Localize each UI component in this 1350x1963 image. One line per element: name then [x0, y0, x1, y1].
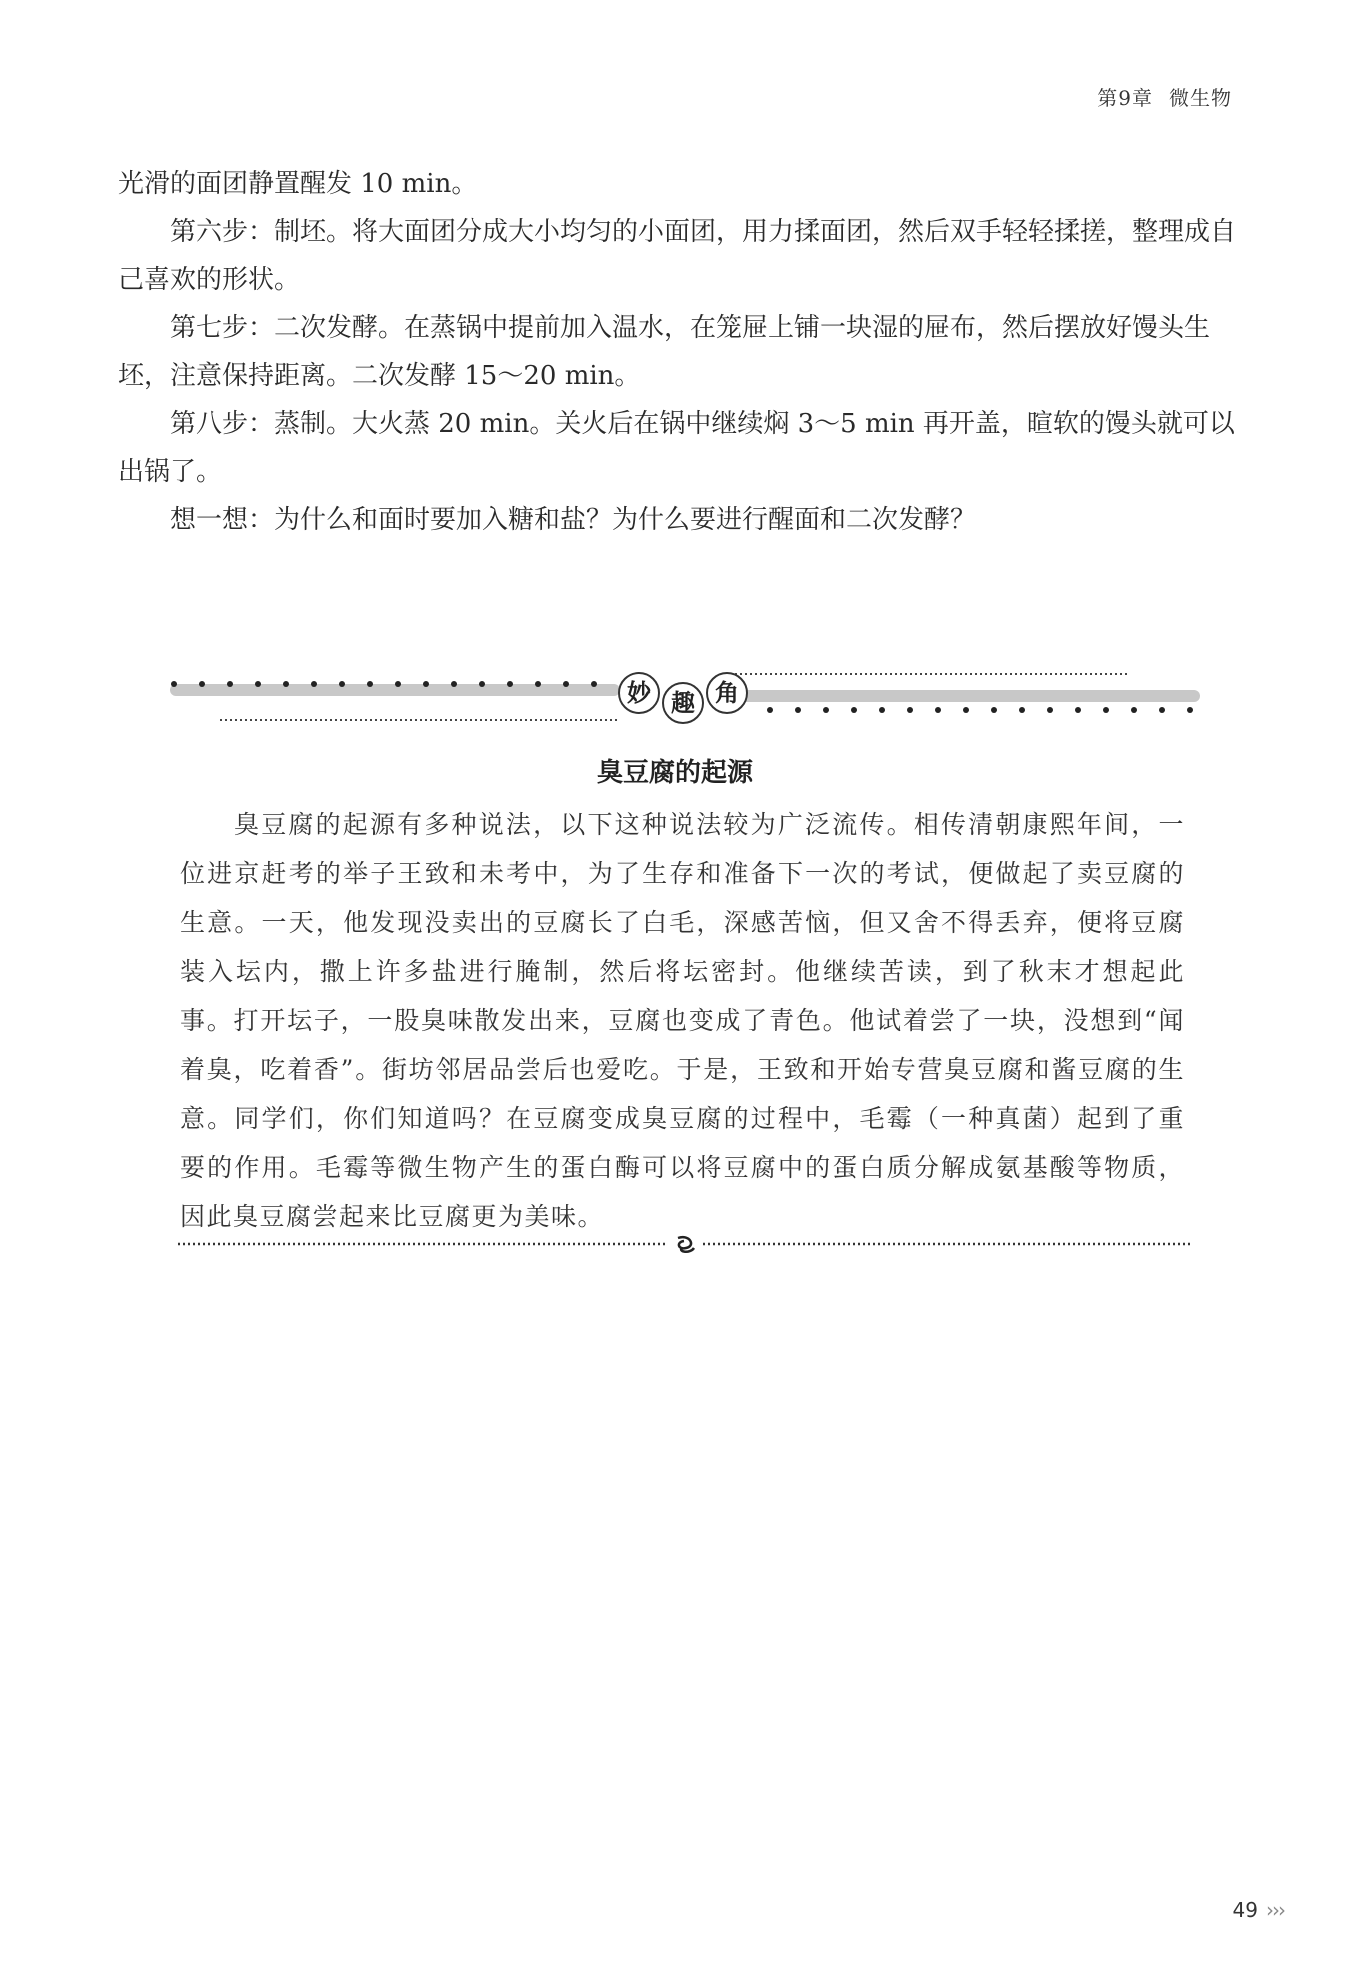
box-title: 臭豆腐的起源 [596, 758, 753, 788]
chapter-title: 微生物 [1169, 86, 1232, 110]
page-number [1233, 1898, 1284, 1922]
paragraph: 光滑的面团静置醒发 10 min。 [118, 169, 478, 199]
paragraph: 第八步：蒸制。大火蒸 20 min。关火后在锅中继续焖 3～5 min 再开盖，暄软的馒头就可以出锅了。 [118, 409, 1235, 487]
chevron-right-icon: ››› [1266, 1898, 1284, 1922]
chapter-number: 第9章 [1097, 86, 1153, 110]
fun-corner-badge [618, 672, 748, 724]
ornament-icon [678, 1237, 694, 1252]
section-divider-bottom [178, 1234, 1193, 1254]
badge-char: 趣 [662, 682, 704, 724]
badge-char: 妙 [618, 672, 660, 714]
badge-char: 角 [706, 672, 748, 714]
box-paragraph: 臭豆腐的起源有多种说法，以下这种说法较为广泛流传。相传清朝康熙年间，一位进京赶考的举子王致和未考中，为了生存和准备下一次的考试，便做起了卖豆腐的生意。一天，他发现没卖出的豆腐长了白毛，深感苦恼，但又舍不得丢弃，便将豆腐装入坛内，撒上许多盐进行腌制，然后将坛密封。他继续苦读，到了秋末才想起此事。打开坛子，一股臭味散发出来，豆腐也变成了青色。他试着尝了一块，没想到“闻着臭，吃着香”。街坊邻居品尝后也爱吃。于是，王致和开始专营臭豆腐和酱豆腐的生意。同学们，你们知道吗？在豆腐变成臭豆腐的过程中，毛霉（一种真菌）起到了重要的作用。毛霉等微生物产生的蛋白酶可以将豆腐中的蛋白质分解成氨基酸等物质，因此臭豆腐尝起来比豆腐更为美味。 [180, 810, 1185, 1231]
page-number-value: 49 [1232, 1898, 1258, 1922]
main-text [118, 160, 1238, 544]
think-question: 想一想：为什么和面时要加入糖和盐？为什么要进行醒面和二次发酵？ [170, 505, 977, 535]
box-body [180, 800, 1185, 1241]
paragraph: 第七步：二次发酵。在蒸锅中提前加入温水，在笼屉上铺一块湿的屉布，然后摆放好馒头生坯，注意保持距离。二次发酵 15～20 min。 [118, 313, 1211, 391]
running-header [1097, 82, 1232, 111]
paragraph: 第六步：制坯。将大面团分成大小均匀的小面团，用力揉面团，然后双手轻轻揉搓，整理成自己喜欢的形状。 [118, 217, 1237, 295]
